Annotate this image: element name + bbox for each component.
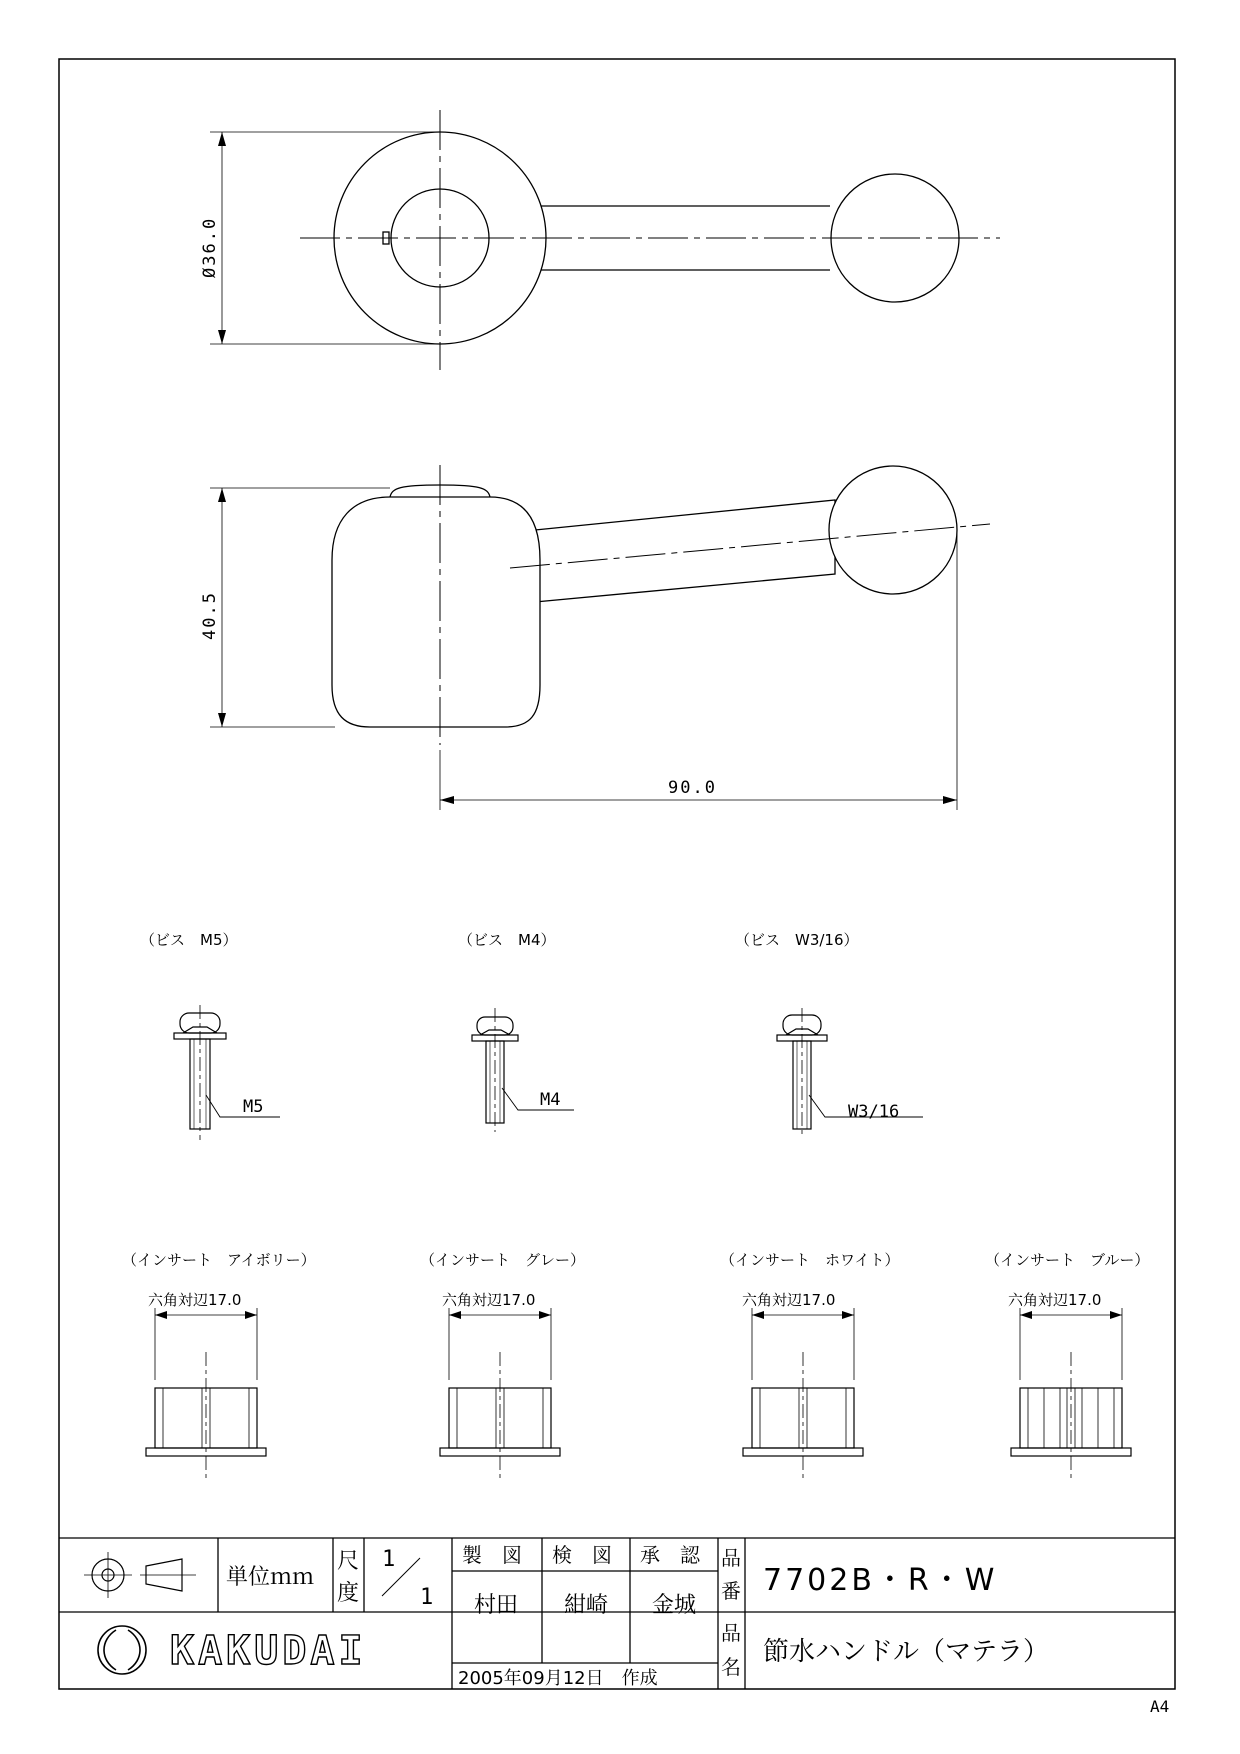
insert-gray-title: （インサート グレー） (420, 1251, 586, 1269)
insert-blue-dim: 六角対辺17.0 (1008, 1291, 1102, 1309)
scale-label-bottom: 度 (337, 1581, 360, 1606)
checked-by: 紺崎 (564, 1593, 609, 1618)
length-dimension: 90.0 (668, 778, 717, 798)
screw-m4-title: （ビス M4） (458, 931, 556, 949)
screw-w316-thread: W3/16 (848, 1102, 900, 1122)
third-angle-projection-icon (84, 1552, 196, 1598)
insert-white-dim: 六角対辺17.0 (742, 1291, 836, 1309)
insert-ivory-title: （インサート アイボリー） (122, 1251, 316, 1269)
drawn-by: 村田 (474, 1593, 519, 1618)
height-dimension: 40.5 (200, 591, 220, 640)
screw-m5-drawing (174, 1005, 280, 1140)
scale-label-top: 尺 (337, 1549, 360, 1574)
insert-white-drawing (743, 1308, 863, 1480)
part-number: 7702B・R・W (763, 1563, 998, 1598)
part-name-label-bottom: 名 (721, 1655, 741, 1679)
unit-label: 単位ｍｍ (226, 1565, 315, 1590)
insert-white-title: （インサート ホワイト） (720, 1251, 900, 1269)
drawn-label: 製 図 (462, 1543, 522, 1567)
company-name: KAKUDAI (170, 1628, 367, 1674)
checked-label: 検 図 (552, 1543, 612, 1567)
creation-date: 2005年09月12日 作成 (458, 1668, 658, 1689)
part-no-label-bottom: 番 (721, 1579, 741, 1603)
kakudai-logo (98, 1626, 146, 1674)
screw-m5-thread: M5 (243, 1097, 264, 1117)
insert-ivory-dim: 六角対辺17.0 (148, 1291, 242, 1309)
scale-numerator: 1 (382, 1547, 396, 1572)
insert-gray-drawing (440, 1308, 560, 1480)
insert-gray-dim: 六角対辺17.0 (442, 1291, 536, 1309)
screw-w316-title: （ビス W3/16） (735, 931, 859, 949)
approved-label: 承 認 (640, 1543, 700, 1567)
screw-m5-title: （ビス M5） (140, 931, 238, 949)
diameter-dimension: Ø36.0 (200, 216, 220, 278)
part-no-label-top: 品 (721, 1546, 741, 1570)
sheet-size: A4 (1150, 1697, 1170, 1716)
top-view (210, 110, 1000, 370)
approved-by: 金城 (652, 1593, 697, 1618)
screw-m4-drawing (472, 1008, 574, 1132)
part-name: 節水ハンドル（マテラ） (763, 1637, 1050, 1667)
side-view (210, 465, 990, 810)
drawing-border (59, 59, 1175, 1689)
insert-ivory-drawing (146, 1308, 266, 1480)
part-name-label-top: 品 (721, 1621, 741, 1645)
insert-blue-title: （インサート ブルー） (985, 1251, 1150, 1269)
scale-denominator: 1 (420, 1585, 434, 1610)
screw-m4-thread: M4 (540, 1090, 561, 1110)
insert-blue-drawing (1011, 1308, 1131, 1480)
